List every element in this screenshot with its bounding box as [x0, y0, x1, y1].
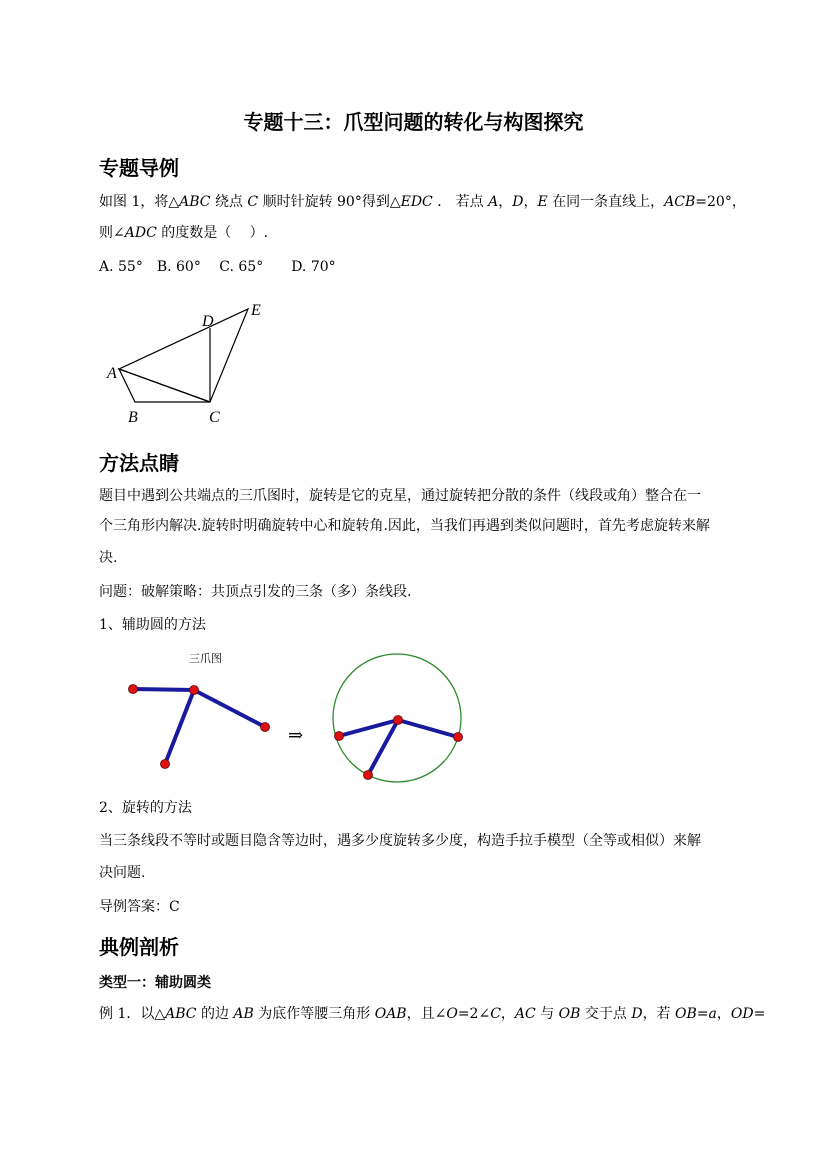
type-1-heading: 类型一：辅助圆类 — [99, 975, 211, 991]
page-title: 专题十三：爪型问题的转化与构图探究 — [243, 110, 584, 134]
arrow-implies: ⇒ — [288, 725, 304, 745]
problem-line: 问题：破解策略：共顶点引发的三条（多）条线段. — [99, 584, 412, 600]
method-2-line-2: 决问题. — [99, 865, 146, 881]
three-claw-caption: 三爪图 — [189, 652, 222, 665]
three-claw-figure — [115, 645, 480, 785]
method-2-label: 2、旋转的方法 — [99, 800, 192, 816]
question-line-1: 如图 1，将△ABC 绕点 C 顺时针旋转 90°得到△EDC ． 若点 A，D，E 在同一条直线上，ACB=20°， — [99, 194, 746, 210]
method-1-label: 1、辅助圆的方法 — [99, 617, 206, 633]
example-1-text: 例 1．以△ABC 的边 AB 为底作等腰三角形 OAB，且∠O=2∠C，AC 与 OB 交于点 D，若 OB=a，OD= — [99, 1006, 766, 1022]
label-A: A — [107, 365, 117, 382]
question-line-2: 则∠ADC 的度数是（ ）. — [99, 225, 269, 241]
section-heading-method: 方法点睛 — [99, 451, 179, 475]
method-para-line-1: 题目中遇到公共端点的三爪图时，旋转是它的克星，通过旋转把分散的条件（线段或角）整合在一 — [99, 488, 701, 504]
triangle-figure — [95, 295, 275, 430]
section-heading-example: 专题导例 — [99, 156, 179, 180]
answer-options: A. 55° B. 60° C. 65° D. 70° — [99, 259, 336, 275]
section-heading-analysis: 典例剖析 — [99, 935, 179, 959]
label-C: C — [209, 409, 220, 426]
label-B: B — [128, 409, 138, 426]
example-answer: 导例答案：C — [99, 899, 180, 915]
method-para-line-2: 个三角形内解决.旋转时明确旋转中心和旋转角.因此，当我们再遇到类似问题时，首先考虑旋转来解 — [99, 518, 710, 534]
label-E: E — [251, 302, 261, 319]
label-D: D — [202, 313, 214, 330]
method-2-line-1: 当三条线段不等时或题目隐含等边时，遇多少度旋转多少度，构造手拉手模型（全等或相似）来解 — [99, 833, 701, 849]
method-para-line-3: 决. — [99, 550, 118, 566]
